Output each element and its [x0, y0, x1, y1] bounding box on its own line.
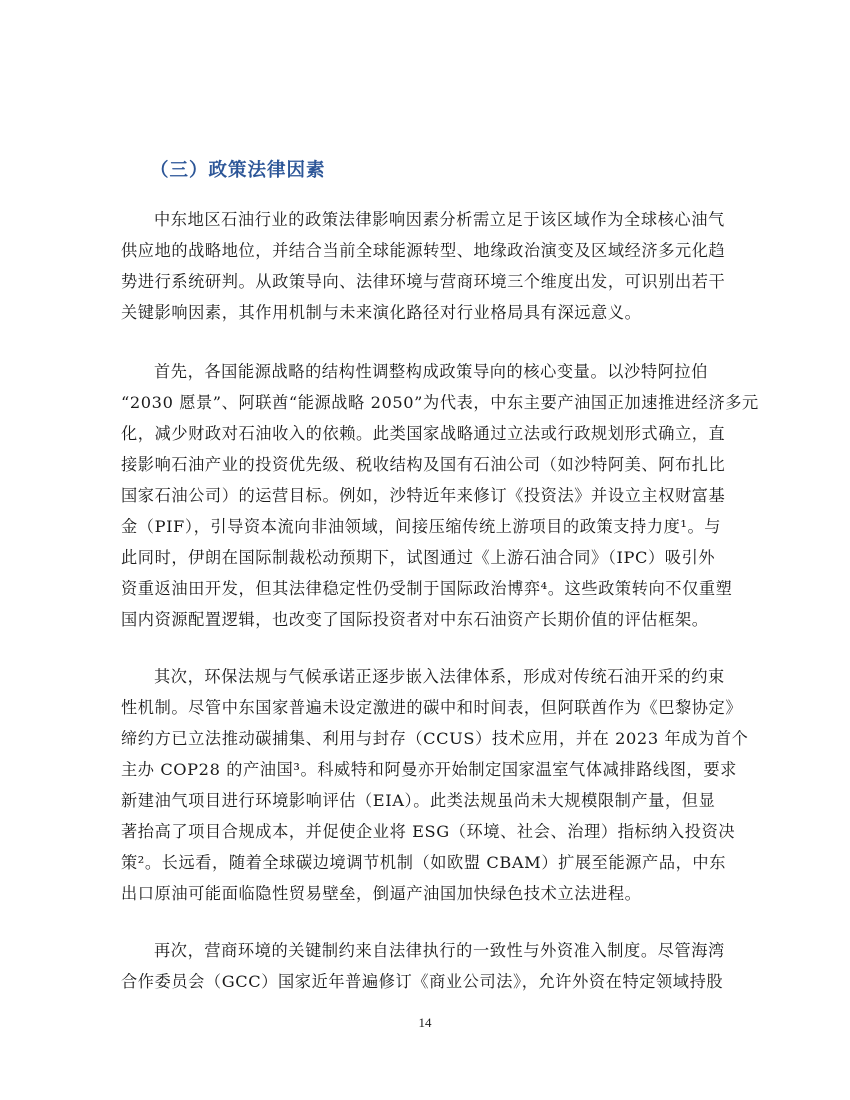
paragraph-line: 新建油气项目进行环境影响评估（EIA）。此类法规虽尚未大规模限制产量，但显 — [121, 791, 716, 810]
paragraph-line: 首先，各国能源战略的结构性调整构成政策导向的核心变量。以沙特阿拉伯 — [154, 362, 708, 381]
paragraph-line: 缔约方已立法推动碳捕集、利用与封存（CCUS）技术应用，并在 2023 年成为首个 — [121, 729, 749, 748]
paragraph-3 — [121, 661, 749, 909]
paragraph-line: 资重返油田开发，但其法律稳定性仍受制于国际政治博弈⁴。这些政策转向不仅重塑 — [121, 579, 733, 598]
paragraph-line: 势进行系统研判。从政策导向、法律环境与营商环境三个维度出发，可识别出若干 — [121, 272, 726, 291]
paragraph-line: 其次，环保法规与气候承诺正逐步嵌入法律体系，形成对传统石油开采的约束 — [154, 667, 725, 686]
paragraph-1 — [121, 204, 741, 328]
paragraph-line: 策²。长远看，随着全球碳边境调节机制（如欧盟 CBAM）扩展至能源产品，中东 — [121, 853, 726, 872]
paragraph-line: 性机制。尽管中东国家普遍未设定激进的碳中和时间表，但阿联酋作为《巴黎协定》 — [121, 698, 743, 717]
paragraph-line: 国家石油公司）的运营目标。例如，沙特近年来修订《投资法》并设立主权财富基 — [121, 486, 726, 505]
paragraph-line: 化，减少财政对石油收入的依赖。此类国家战略通过立法或行政规划形式确立，直 — [121, 424, 726, 443]
paragraph-line: 接影响石油产业的投资优先级、税收结构及国有石油公司（如沙特阿美、阿布扎比 — [121, 455, 726, 474]
paragraph-2 — [121, 356, 759, 635]
paragraph-line: 出口原油可能面临隐性贸易壁垒，倒逼产油国加快绿色技术立法进程。 — [121, 884, 642, 903]
paragraph-line: 此同时，伊朗在国际制裁松动预期下，试图通过《上游石油合同》（IPC）吸引外 — [121, 548, 716, 567]
paragraph-line: 中东地区石油行业的政策法律影响因素分析需立足于该区域作为全球核心油气 — [154, 210, 725, 229]
paragraph-line: 金（PIF），引导资本流向非油领域，间接压缩传统上游项目的政策支持力度¹。与 — [121, 517, 722, 536]
paragraph-line: 再次，营商环境的关键制约来自法律执行的一致性与外资准入制度。尽管海湾 — [154, 941, 725, 960]
page-number: 14 — [418, 1015, 432, 1030]
paragraph-line: 国内资源配置逻辑，也改变了国际投资者对中东石油资产长期价值的评估框架。 — [121, 610, 709, 629]
paragraph-line: 合作委员会（GCC）国家近年普遍修订《商业公司法》，允许外资在特定领域持股 — [121, 972, 724, 991]
paragraph-4 — [121, 935, 741, 997]
paragraph-line: 主办 COP28 的产油国³。科威特和阿曼亦开始制定国家温室气体减排路线图，要求 — [121, 760, 737, 779]
paragraph-line: 关键影响因素，其作用机制与未来演化路径对行业格局具有深远意义。 — [121, 303, 642, 322]
section-heading: （三）政策法律因素 — [150, 160, 326, 181]
paragraph-line: 著抬高了项目合规成本，并促使企业将 ESG（环境、社会、治理）指标纳入投资决 — [121, 822, 736, 841]
paragraph-line: 供应地的战略地位，并结合当前全球能源转型、地缘政治演变及区域经济多元化趋 — [121, 241, 726, 260]
paragraph-line: “2030 愿景”、阿联酋“能源战略 2050”为代表，中东主要产油国正加速推进经济多元 — [121, 393, 759, 412]
